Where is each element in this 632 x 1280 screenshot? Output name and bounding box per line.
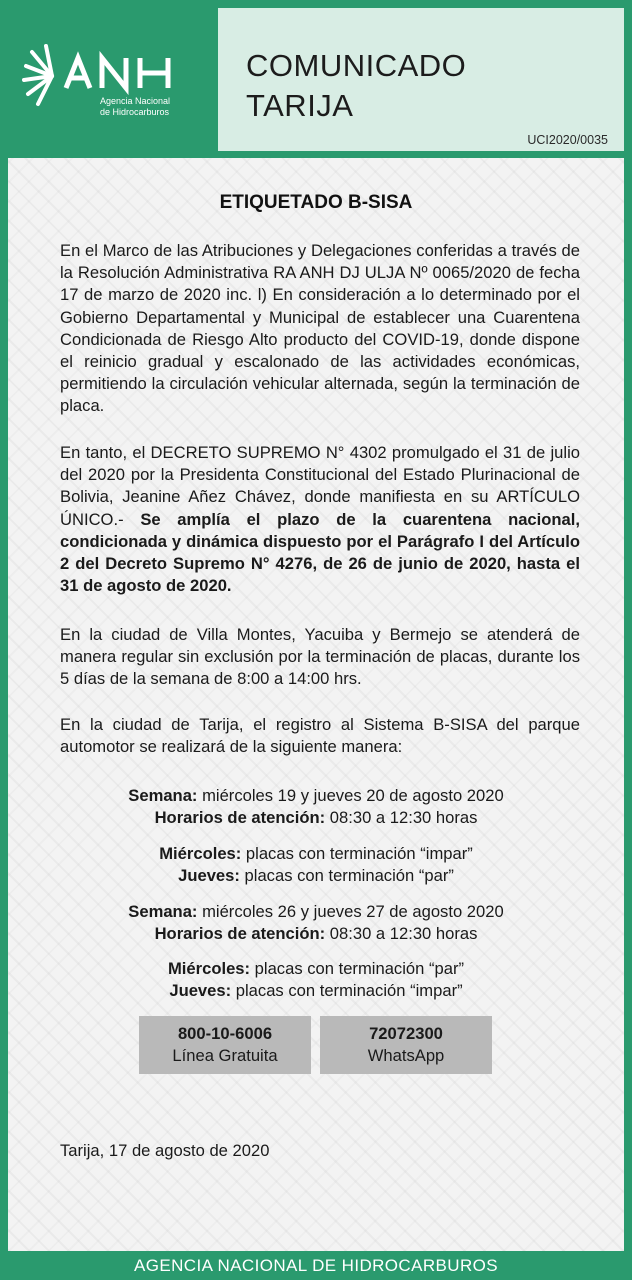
day-value: placas con terminación “par”	[239, 866, 454, 886]
footer-bar	[0, 1251, 632, 1280]
paragraph-3: En la ciudad de Villa Montes, Yacuiba y Bermejo se atenderá de manera regular sin exclusión por la terminación de placas, durante los 5 días de la semana de 8:00 a 14:00 hrs.	[60, 625, 580, 689]
footer-text: AGENCIA NACIONAL DE HIDROCARBUROS	[134, 1256, 498, 1275]
phone-number: 800-10-6006	[177, 1024, 273, 1043]
schedule-week-2	[8, 901, 624, 945]
logo-sub-1: Agencia Nacional	[100, 96, 171, 106]
page-subtitle: TARIJA	[246, 88, 354, 123]
schedule-week-1	[8, 785, 624, 829]
day-value: placas con terminación “impar”	[231, 981, 463, 1001]
week-label: Semana:	[128, 786, 198, 805]
document-code: UCI2020/0035	[527, 133, 608, 147]
paragraph-2-plain: En tanto, el DECRETO SUPREMO N° 4302 promulgado el 31 de julio del 2020 por la Presidenta Constitucional del Estado Plurinacional de Bolivia, Jeanine Añez Chávez, donde manifiesta en su ARTÍCULO ÚNICO.-	[60, 443, 580, 529]
contact-phone-box[interactable]	[139, 1016, 311, 1074]
phone-label: Línea Gratuita	[172, 1046, 278, 1065]
paragraph-4: En la ciudad de Tarija, el registro al Sistema B-SISA del parque automotor se realizará de la siguiente manera:	[60, 715, 580, 757]
week-value: miércoles 26 y jueves 27 de agosto 2020	[197, 902, 504, 921]
paragraph-1: En el Marco de las Atribuciones y Delegaciones conferidas a través de la Resolución Administrativa RA ANH DJ ULJA Nº 0065/2020 de fecha 17 de marzo de 2020 inc. l) En consideración a lo determinado por el Gobierno Departamental y Municipal de establecer una Cuarentena Condicionada de Riesgo Alto producto del COVID-19, donde dispone el reinicio gradual y escalonado de las actividades económicas, permitiendo la circulación vehicular alternada, según la terminación de placa.	[60, 241, 580, 416]
page-title: COMUNICADO	[246, 48, 467, 83]
week-value: miércoles 19 y jueves 20 de agosto 2020	[197, 786, 504, 805]
day-value: placas con terminación “impar”	[241, 844, 473, 863]
schedule-days-1	[8, 843, 624, 887]
day-label: Jueves:	[178, 866, 240, 886]
whatsapp-number: 72072300	[369, 1024, 443, 1043]
day-label: Miércoles:	[159, 844, 242, 863]
hours-value: 08:30 a 12:30 horas	[325, 808, 478, 828]
anh-logo	[22, 40, 202, 120]
hours-value: 08:30 a 12:30 horas	[325, 924, 478, 944]
dateline: Tarija, 17 de agosto de 2020	[60, 1141, 270, 1160]
communique-body	[8, 158, 624, 1251]
day-label: Miércoles:	[167, 959, 251, 978]
whatsapp-label: WhatsApp	[367, 1046, 445, 1065]
hours-label: Horarios de atención:	[154, 808, 326, 828]
contact-whatsapp-box[interactable]	[320, 1016, 492, 1074]
hours-label: Horarios de atención:	[154, 924, 326, 944]
header-bar	[0, 0, 632, 158]
paragraph-2-bold: Se amplía el plazo de la cuarentena nacional, condicionada y dinámica dispuesto por el Parágrafo I del Artículo 2 del Decreto Supremo N° 4276, de 26 de junio de 2020, hasta el 31 de agosto de 2020.	[60, 509, 580, 596]
day-value: placas con terminación “par”	[250, 959, 465, 978]
anh-logo-icon	[22, 40, 202, 120]
logo-sub-2: de Hidrocarburos	[100, 107, 170, 117]
week-label: Semana:	[128, 902, 198, 921]
paragraph-2	[60, 442, 580, 597]
section-heading: ETIQUETADO B-SISA	[219, 192, 413, 213]
day-label: Jueves:	[169, 981, 232, 1001]
title-box	[218, 8, 624, 151]
schedule-days-2	[8, 958, 624, 1002]
